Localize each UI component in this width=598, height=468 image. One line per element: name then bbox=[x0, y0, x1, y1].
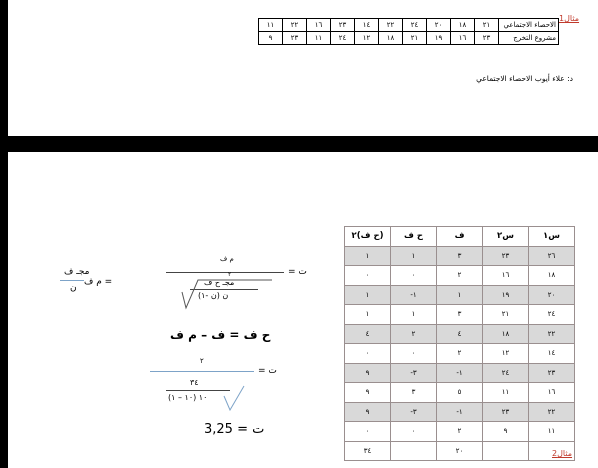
t2-fraction-bar bbox=[150, 371, 254, 372]
table-cell: ١ bbox=[391, 246, 437, 266]
t-numerator: م ف bbox=[220, 255, 234, 263]
table-cell: ٢٦ bbox=[529, 246, 575, 266]
total-cell bbox=[483, 441, 529, 461]
t-inner-denominator: ن (ن -١) bbox=[198, 291, 229, 300]
table-cell: ٢٤ bbox=[403, 19, 427, 32]
deviation-formula: ح ف = ف – م ف bbox=[170, 328, 271, 342]
table-cell: ١٨ bbox=[529, 266, 575, 286]
mean-lhs: م ف = bbox=[84, 277, 113, 287]
table-cell: ٢٤ bbox=[483, 363, 529, 383]
table-row bbox=[345, 363, 575, 383]
table-row bbox=[345, 324, 575, 344]
table-header-row bbox=[345, 227, 575, 247]
table-cell: ٢٢ bbox=[529, 324, 575, 344]
table-cell: ٤ bbox=[437, 324, 483, 344]
table-row bbox=[345, 305, 575, 325]
table-cell: ١ bbox=[391, 305, 437, 325]
total-cell: ٣٤ bbox=[345, 441, 391, 461]
table-cell: ٠ bbox=[391, 266, 437, 286]
mean-numerator: مجـ ف bbox=[64, 267, 90, 277]
t-lhs: = ت bbox=[288, 267, 307, 277]
table-cell: ١- bbox=[437, 363, 483, 383]
table-row bbox=[345, 344, 575, 364]
table-cell: ٩ bbox=[345, 383, 391, 403]
table-cell: ٢٣ bbox=[483, 402, 529, 422]
row-label: مشروع التخرج bbox=[499, 32, 559, 45]
table-cell: ١٩ bbox=[427, 32, 451, 45]
t-fraction-bar bbox=[166, 272, 284, 273]
table-cell: ١ bbox=[437, 285, 483, 305]
table-cell: ١٤ bbox=[529, 344, 575, 364]
table-cell: ٢ bbox=[437, 344, 483, 364]
table-row bbox=[345, 246, 575, 266]
table-cell: ٥ bbox=[437, 383, 483, 403]
table-cell: ٢١ bbox=[403, 32, 427, 45]
table-cell: ١٨ bbox=[379, 32, 403, 45]
table-cell: ١١ bbox=[529, 422, 575, 442]
example2-table bbox=[344, 226, 575, 461]
table-row bbox=[345, 402, 575, 422]
table-cell: ١ bbox=[345, 285, 391, 305]
table-row bbox=[259, 19, 559, 32]
mean-denominator: ن bbox=[70, 283, 77, 293]
table-cell: ٩ bbox=[483, 422, 529, 442]
table-cell: ٣- bbox=[391, 363, 437, 383]
table-cell: ٢١ bbox=[483, 305, 529, 325]
t-result: ت = 3,25 bbox=[204, 422, 265, 437]
table-cell: ١٦ bbox=[483, 266, 529, 286]
table-cell: ٢٢ bbox=[283, 19, 307, 32]
fraction-bar bbox=[60, 280, 84, 281]
table-cell: ٢٤ bbox=[529, 305, 575, 325]
radical-icon bbox=[176, 278, 276, 314]
table-cell: ١١ bbox=[259, 19, 283, 32]
table-cell: ٢ bbox=[437, 422, 483, 442]
table-cell: ٢ bbox=[391, 324, 437, 344]
radical-icon bbox=[222, 384, 246, 412]
table-cell: ٢٣ bbox=[529, 363, 575, 383]
example1-label: مثال1 bbox=[559, 14, 580, 23]
table-cell: ١- bbox=[437, 402, 483, 422]
table-cell: ٣ bbox=[437, 246, 483, 266]
table-cell: ٠ bbox=[345, 344, 391, 364]
total-cell bbox=[391, 441, 437, 461]
table-cell: ١٢ bbox=[483, 344, 529, 364]
table-cell: ٢١ bbox=[475, 19, 499, 32]
page-upper bbox=[8, 0, 598, 136]
table-cell: ٣ bbox=[391, 383, 437, 403]
table-cell: ٢٣ bbox=[475, 32, 499, 45]
t-inner-square: ٢ bbox=[228, 271, 232, 278]
t2-inner-denominator: ١٠ (١٠ – ١) bbox=[168, 393, 208, 402]
column-header: ح ف bbox=[391, 227, 437, 247]
table-cell: ٢٣ bbox=[331, 19, 355, 32]
table-cell: ٩ bbox=[345, 402, 391, 422]
table-cell: ٣ bbox=[437, 305, 483, 325]
table-row bbox=[345, 422, 575, 442]
table-cell: ٣- bbox=[391, 402, 437, 422]
table-cell: ٢٠ bbox=[427, 19, 451, 32]
table-cell: ١٢ bbox=[355, 32, 379, 45]
source-note: د: علاء أيوب الاحصاء الاجتماعي bbox=[476, 74, 573, 83]
table-cell: ١٨ bbox=[451, 19, 475, 32]
table-row bbox=[345, 383, 575, 403]
t2-inner-numerator: ٣٤ bbox=[190, 378, 199, 387]
row-label: الاحصاء الاجتماعي bbox=[499, 19, 559, 32]
table-cell: ١٩ bbox=[483, 285, 529, 305]
table-cell: ٠ bbox=[345, 266, 391, 286]
page-lower bbox=[8, 152, 598, 468]
table-cell: ٩ bbox=[259, 32, 283, 45]
table-cell: ٠ bbox=[391, 344, 437, 364]
table-cell: ٠ bbox=[345, 422, 391, 442]
table-cell: ٢٣ bbox=[283, 32, 307, 45]
table-row bbox=[259, 32, 559, 45]
column-header: س١ bbox=[529, 227, 575, 247]
table-cell: ٢٢ bbox=[529, 402, 575, 422]
table-cell: ١٤ bbox=[355, 19, 379, 32]
table-cell: ١- bbox=[391, 285, 437, 305]
table-cell: ٢٣ bbox=[483, 246, 529, 266]
t-inner-numerator: مجـ ح ف bbox=[204, 278, 235, 287]
table-row bbox=[345, 285, 575, 305]
column-header: ف bbox=[437, 227, 483, 247]
totals-row bbox=[345, 441, 575, 461]
t2-lhs: = ت bbox=[258, 366, 277, 376]
table-cell: ١٦ bbox=[451, 32, 475, 45]
table-cell: ٩ bbox=[345, 363, 391, 383]
table-cell: ١٦ bbox=[307, 19, 331, 32]
example2-label: مثال2 bbox=[552, 449, 573, 458]
t2-numerator: ٢ bbox=[200, 357, 204, 365]
table-cell: ٢ bbox=[437, 266, 483, 286]
table-cell: ٢٤ bbox=[331, 32, 355, 45]
table-cell: ١ bbox=[345, 246, 391, 266]
table-cell: ١١ bbox=[307, 32, 331, 45]
column-header: (ح ف)٢ bbox=[345, 227, 391, 247]
table-cell: ١٦ bbox=[529, 383, 575, 403]
table-cell: ٠ bbox=[391, 422, 437, 442]
table-cell: ١١ bbox=[483, 383, 529, 403]
example1-table bbox=[258, 18, 559, 45]
table-row bbox=[345, 266, 575, 286]
total-cell: ٢٠ bbox=[437, 441, 483, 461]
table-cell: ١ bbox=[345, 305, 391, 325]
table-cell: ١٨ bbox=[483, 324, 529, 344]
table-cell: ٢٠ bbox=[529, 285, 575, 305]
table-cell: ٤ bbox=[345, 324, 391, 344]
table-cell: ٢٢ bbox=[379, 19, 403, 32]
t2-inner-bar bbox=[166, 390, 230, 391]
column-header: س٢ bbox=[483, 227, 529, 247]
